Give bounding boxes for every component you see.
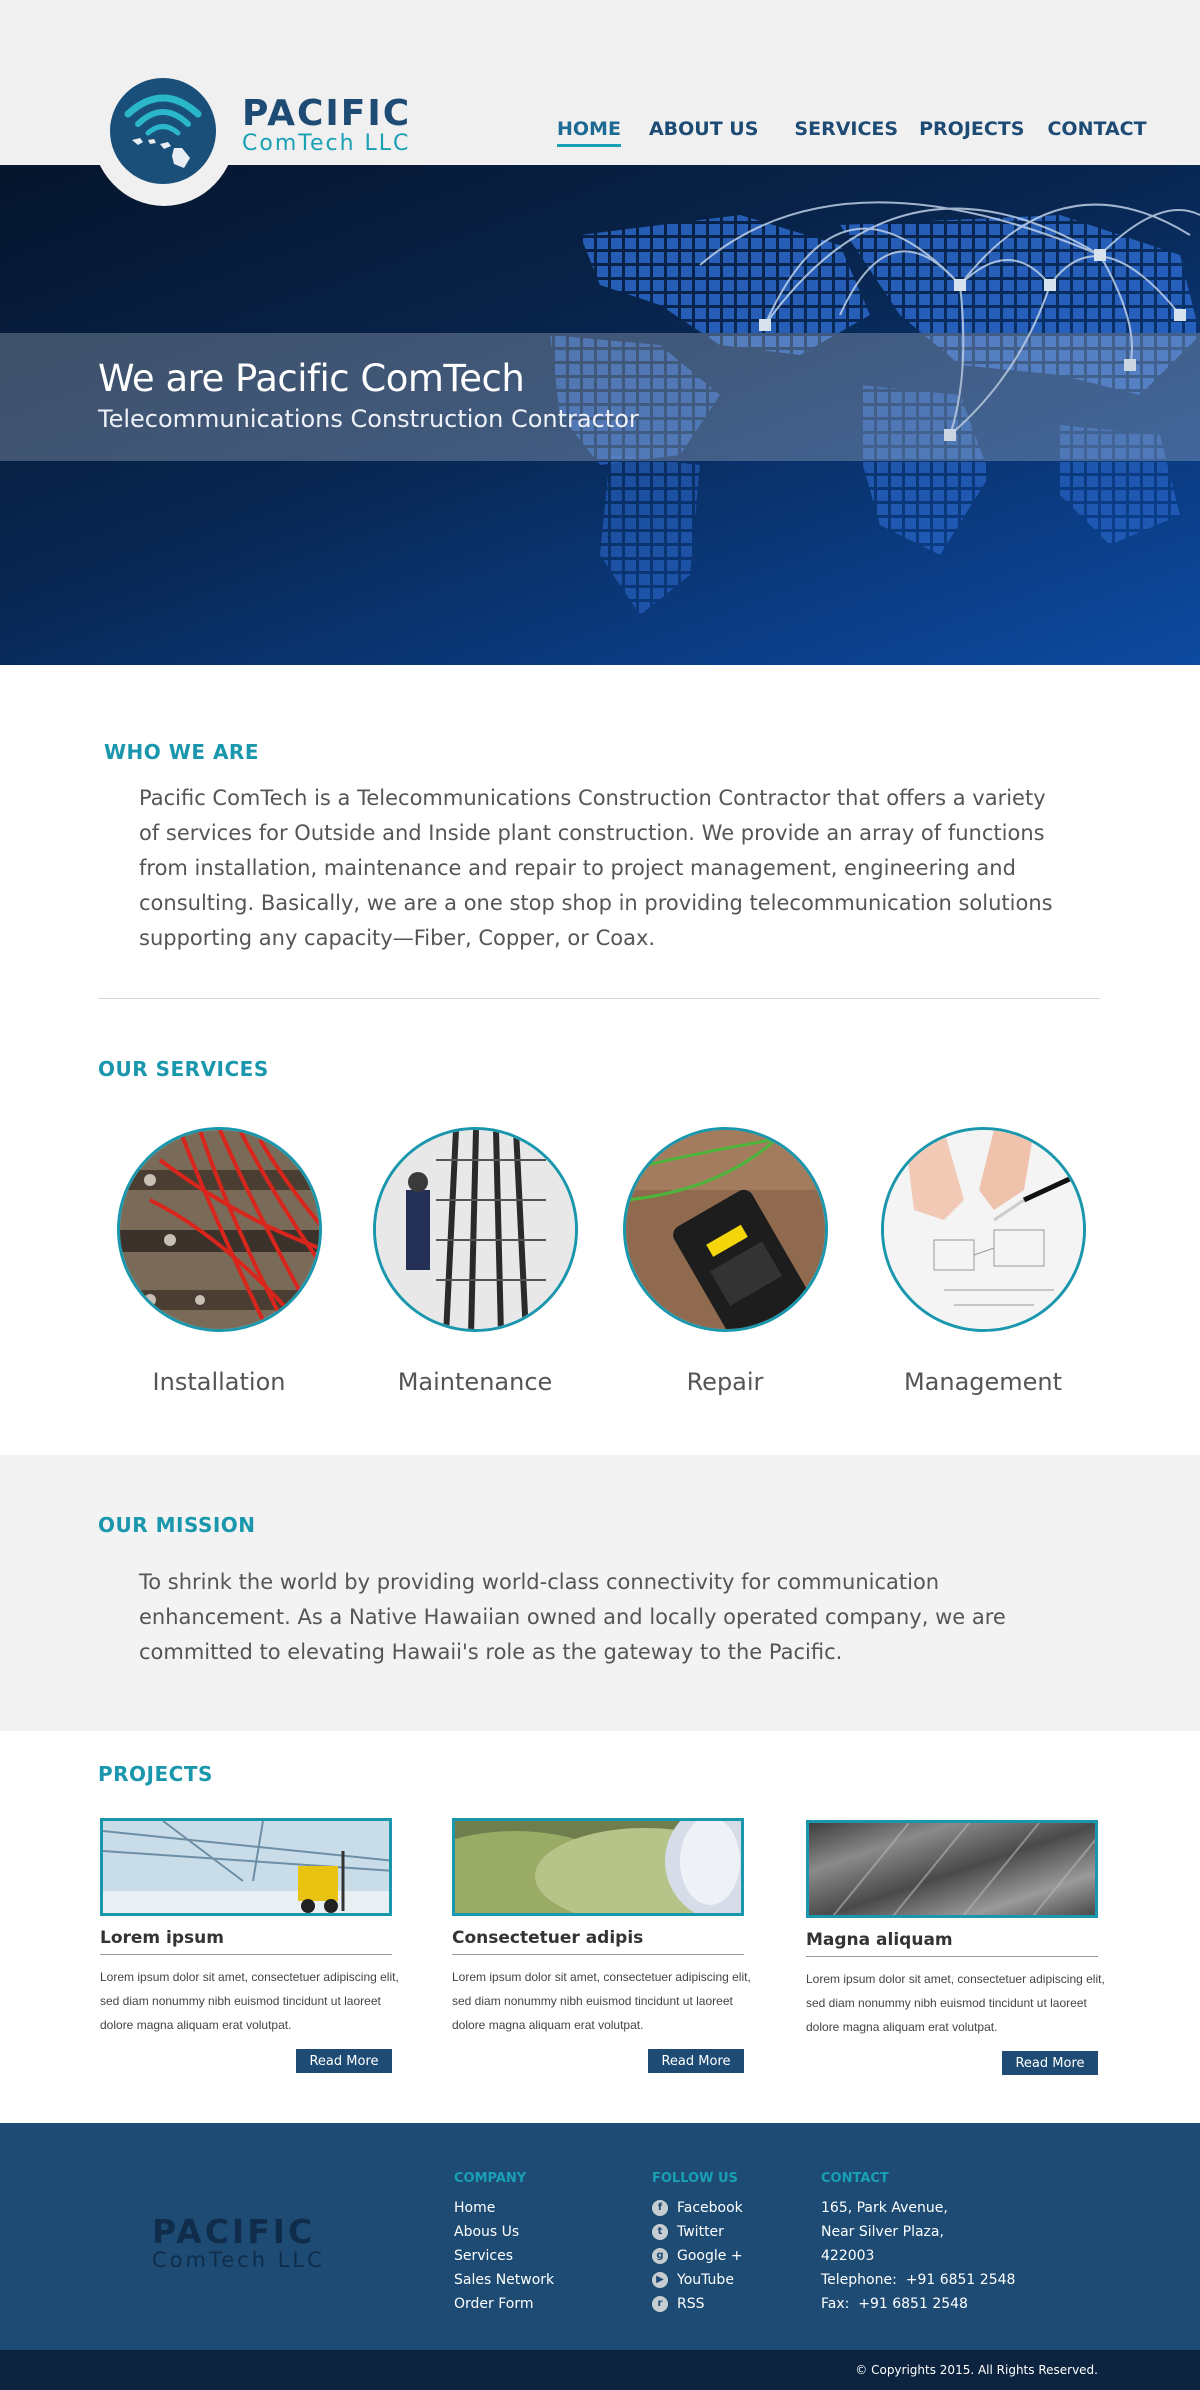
service-management[interactable] bbox=[878, 1127, 1088, 1396]
service-label-management: Management bbox=[903, 1368, 1063, 1396]
project-description: Lorem ipsum dolor sit amet, consectetuer adipiscing elit, sed diam nonummy nibh euismod tincidunt ut laoreet dolore magna aliquam erat volutpat. bbox=[806, 1972, 1105, 2034]
nav-projects[interactable]: PROJECTS bbox=[919, 118, 1025, 140]
management-image[interactable] bbox=[881, 1127, 1086, 1332]
footer-social-label: RSS bbox=[677, 2296, 705, 2312]
footer-social-label: Twitter bbox=[677, 2224, 724, 2240]
main-nav bbox=[557, 118, 1147, 147]
footer-company-column bbox=[454, 2171, 554, 2316]
installation-image[interactable] bbox=[117, 1127, 322, 1332]
services-heading: OUR SERVICES bbox=[98, 1057, 269, 1081]
service-maintenance[interactable] bbox=[370, 1127, 580, 1396]
hero-subtitle: Telecommunications Construction Contractor bbox=[98, 405, 639, 433]
footer-address-line: 422003 bbox=[821, 2248, 875, 2264]
facebook-icon: f bbox=[652, 2200, 668, 2216]
project-title: Lorem ipsum bbox=[100, 1928, 392, 1955]
who-we-are-heading: WHO WE ARE bbox=[104, 740, 259, 764]
footer-logo-name: PACIFIC bbox=[152, 2212, 316, 2251]
youtube-icon: ▶ bbox=[652, 2272, 668, 2288]
logo-subname: ComTech LLC bbox=[242, 131, 411, 156]
footer-social-label: Facebook bbox=[677, 2200, 743, 2216]
footer-link-about-us[interactable]: Abous Us bbox=[454, 2224, 520, 2240]
footer-logo-subname: ComTech LLC bbox=[152, 2248, 325, 2272]
maintenance-image[interactable] bbox=[373, 1127, 578, 1332]
service-installation[interactable] bbox=[114, 1127, 324, 1396]
nav-home[interactable]: HOME bbox=[557, 118, 621, 147]
who-we-are-text: Pacific ComTech is a Telecommunications Construction Contractor that offers a variety of services for Outside and Inside plant construction. We provide an array of functions from installation, maintenance and repair to project management, engineering and consulting. Basically, we are a one stop shop in providing telecommunication solutions supporting any capacity—Fiber, Copper, or Coax. bbox=[139, 786, 1053, 950]
repair-image[interactable] bbox=[623, 1127, 828, 1332]
logo-name: PACIFIC bbox=[242, 93, 412, 134]
footer-link-facebook[interactable] bbox=[652, 2196, 743, 2220]
project-card bbox=[100, 1818, 399, 2073]
project-card bbox=[806, 1820, 1105, 2075]
nav-contact[interactable]: CONTACT bbox=[1047, 118, 1147, 140]
project-image-metal[interactable] bbox=[806, 1820, 1098, 1918]
footer-fax: Fax: +91 6851 2548 bbox=[821, 2296, 968, 2312]
project-title: Consectetuer adipis bbox=[452, 1928, 744, 1955]
footer-social-label: YouTube bbox=[677, 2272, 734, 2288]
twitter-icon: t bbox=[652, 2224, 668, 2240]
site-footer bbox=[0, 2123, 1200, 2350]
service-label-maintenance: Maintenance bbox=[397, 1368, 553, 1396]
footer-contact-heading: CONTACT bbox=[821, 2171, 889, 2186]
logo-icon[interactable] bbox=[110, 78, 216, 184]
google-plus-icon: g bbox=[652, 2248, 668, 2264]
hero-title: We are Pacific ComTech bbox=[98, 357, 525, 400]
copyright-bar bbox=[0, 2350, 1200, 2390]
footer-link-services[interactable]: Services bbox=[454, 2248, 514, 2264]
logo-wordmark[interactable] bbox=[242, 93, 412, 156]
footer-link-twitter[interactable] bbox=[652, 2220, 743, 2244]
footer-contact-column bbox=[821, 2171, 1015, 2316]
project-card bbox=[452, 1818, 751, 2073]
footer-address-line: Near Silver Plaza, bbox=[821, 2224, 944, 2240]
nav-about-us[interactable]: ABOUT US bbox=[648, 118, 759, 140]
footer-follow-column bbox=[652, 2171, 743, 2316]
projects-heading: PROJECTS bbox=[98, 1762, 213, 1786]
service-repair[interactable] bbox=[620, 1127, 830, 1396]
read-more-button[interactable]: Read More bbox=[296, 2049, 392, 2073]
service-label-repair: Repair bbox=[686, 1368, 764, 1396]
project-image-warehouse[interactable] bbox=[100, 1818, 392, 1916]
footer-link-order-form[interactable]: Order Form bbox=[454, 2296, 534, 2312]
project-description: Lorem ipsum dolor sit amet, consectetuer adipiscing elit, sed diam nonummy nibh euismod tincidunt ut laoreet dolore magna aliquam erat volutpat. bbox=[100, 1970, 399, 2032]
footer-logo[interactable] bbox=[152, 2212, 325, 2272]
footer-follow-heading: FOLLOW US bbox=[652, 2171, 738, 2186]
read-more-button[interactable]: Read More bbox=[648, 2049, 744, 2073]
project-image-steel-rolls[interactable] bbox=[452, 1818, 744, 1916]
footer-link-sales-network[interactable]: Sales Network bbox=[454, 2272, 555, 2288]
footer-company-heading: COMPANY bbox=[454, 2171, 527, 2186]
footer-address-line: 165, Park Avenue, bbox=[821, 2200, 948, 2216]
footer-link-youtube[interactable] bbox=[652, 2268, 743, 2292]
footer-link-home[interactable]: Home bbox=[454, 2200, 496, 2216]
footer-link-rss[interactable] bbox=[652, 2292, 743, 2316]
footer-telephone: Telephone: +91 6851 2548 bbox=[821, 2272, 1016, 2288]
project-description: Lorem ipsum dolor sit amet, consectetuer adipiscing elit, sed diam nonummy nibh euismod tincidunt ut laoreet dolore magna aliquam erat volutpat. bbox=[452, 1970, 751, 2032]
read-more-button[interactable]: Read More bbox=[1002, 2051, 1098, 2075]
hero-banner bbox=[0, 165, 1200, 665]
rss-icon: r bbox=[652, 2296, 668, 2312]
mission-text: To shrink the world by providing world-class connectivity for communication enhancement. As a Native Hawaiian owned and locally operated company, we are committed to elevating Hawaii's role as the gateway to the Pacific. bbox=[139, 1570, 1006, 1664]
service-label-installation: Installation bbox=[152, 1368, 286, 1396]
section-divider bbox=[98, 998, 1100, 999]
footer-link-google-plus[interactable] bbox=[652, 2244, 743, 2268]
copyright-text: © Copyrights 2015. All Rights Reserved. bbox=[855, 2363, 1098, 2377]
mission-heading: OUR MISSION bbox=[98, 1513, 256, 1537]
footer-social-label: Google + bbox=[677, 2248, 743, 2264]
project-title: Magna aliquam bbox=[806, 1930, 1098, 1957]
nav-services[interactable]: SERVICES bbox=[794, 118, 899, 140]
